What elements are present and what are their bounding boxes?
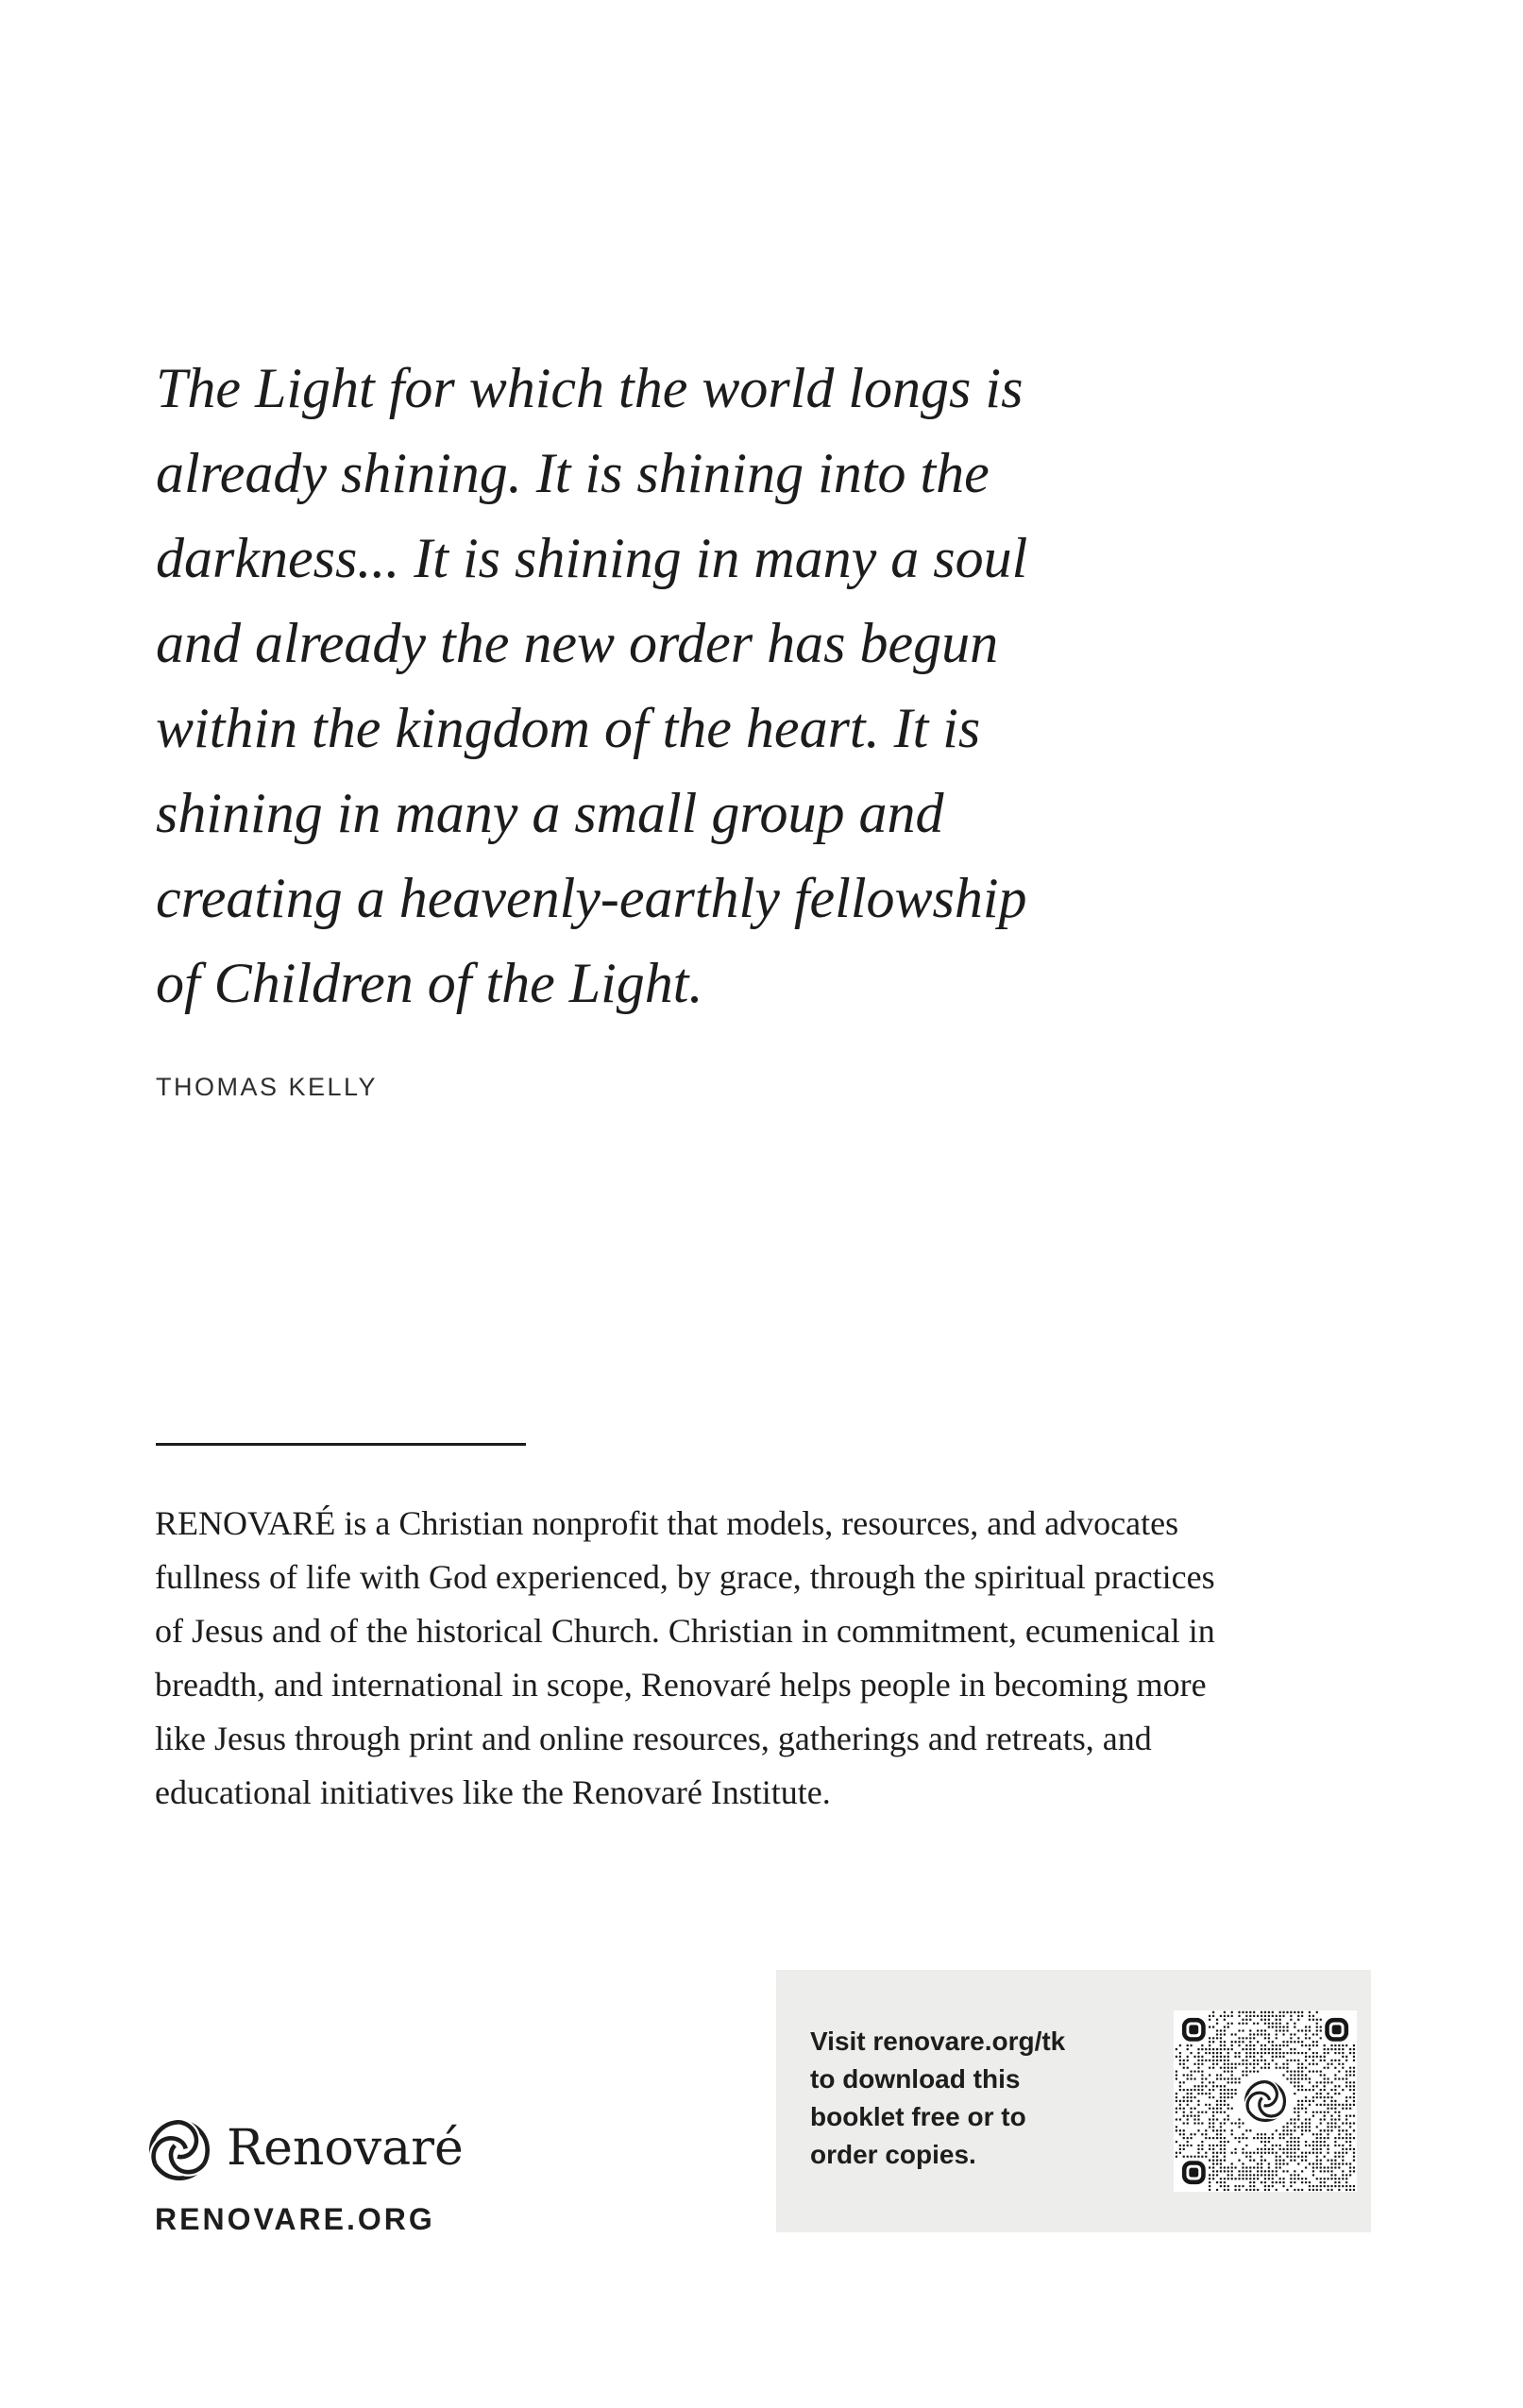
- quote-line: shining in many a small group and: [156, 782, 944, 844]
- about-paragraph: [155, 1497, 1411, 1820]
- about-line: educational initiatives like the Renovaré Institute.: [155, 1773, 831, 1811]
- cta-line: to download this: [810, 2064, 1021, 2094]
- cta-line: order copies.: [810, 2140, 976, 2169]
- cta-text: [810, 2023, 1065, 2174]
- quote-attribution: THOMAS KELLY: [156, 1073, 379, 1101]
- cta-box: [776, 1970, 1371, 2232]
- about-line: like Jesus through print and online resources, gatherings and retreats, and: [155, 1720, 1152, 1757]
- about-line: fullness of life with God experienced, by grace, through the spiritual practices: [155, 1558, 1215, 1596]
- quote-line: within the kingdom of the heart. It is: [156, 697, 981, 759]
- about-line: of Jesus and of the historical Church. Christian in commitment, ecumenical in: [155, 1612, 1215, 1650]
- cta-url-link[interactable]: renovare.org/tk: [872, 2026, 1066, 2056]
- renovare-knot-icon: [148, 2119, 211, 2181]
- divider-rule: [156, 1443, 526, 1446]
- quote-line: creating a heavenly-earthly fellowship: [156, 867, 1027, 929]
- quote-line: and already the new order has begun: [156, 612, 999, 674]
- cta-line: booklet free or to: [810, 2102, 1026, 2131]
- quote-line: already shining. It is shining into the: [156, 442, 990, 504]
- about-line: RENOVARÉ is a Christian nonprofit that models, resources, and advocates: [155, 1504, 1179, 1542]
- cta-prefix: Visit: [810, 2026, 873, 2056]
- quote-line: The Light for which the world longs is: [156, 357, 1024, 419]
- brand-wordmark: Renovaré: [227, 2120, 464, 2177]
- cta-line: [810, 2023, 1065, 2060]
- about-line: breadth, and international in scope, Renovaré helps people in becoming more: [155, 1666, 1207, 1704]
- qr-code: [1174, 2010, 1357, 2192]
- quote-line: darkness... It is shining in many a soul: [156, 527, 1028, 589]
- quote-line: of Children of the Light.: [156, 952, 703, 1014]
- pull-quote: [156, 346, 1270, 1026]
- website-url: RENOVARE.ORG: [155, 2202, 435, 2236]
